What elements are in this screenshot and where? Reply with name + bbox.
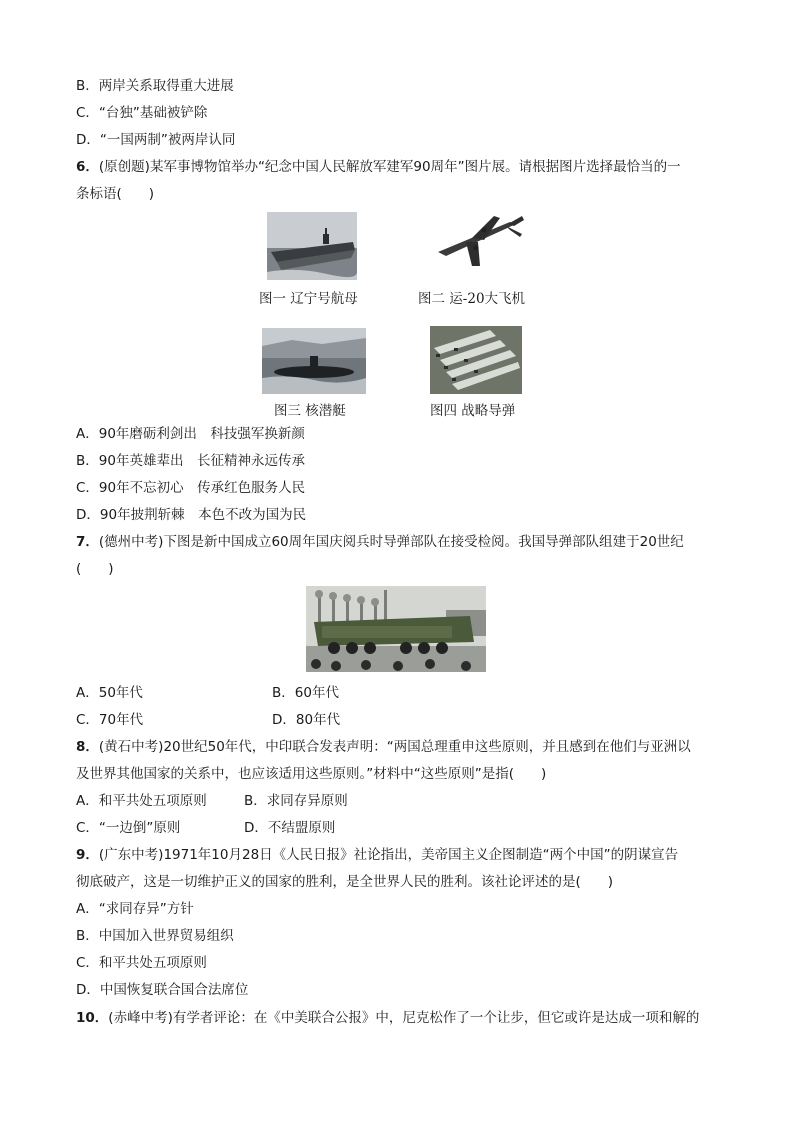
nuclear-submarine-photo <box>262 328 366 394</box>
q9-option-b: B．中国加入世界贸易组织 <box>76 928 234 944</box>
figure-3-caption: 图三 核潜艇 <box>274 403 346 419</box>
q6-option-c: C．90年不忘初心 传承红色服务人民 <box>76 480 306 496</box>
missile-icon <box>430 326 522 394</box>
q5-option-c: C．“台独”基础被铲除 <box>76 105 208 121</box>
strategic-missile-photo <box>430 326 522 394</box>
q9-stem-line1: 9．(广东中考)1971年10月28日《人民日报》社论指出，美帝国主义企图制造“两个中国”的阴谋宣告 <box>76 847 679 863</box>
q8-number: 8． <box>76 739 99 755</box>
q8-stem-line1: 8．(黄石中考)20世纪50年代，中印联合发表声明：“两国总理重申这些原则，并且感到在他们与亚洲以 <box>76 739 691 755</box>
q7-number: 7． <box>76 534 99 550</box>
submarine-icon <box>262 328 366 394</box>
aircraft-carrier-photo <box>267 212 357 280</box>
q10-stem-line1: 10．(赤峰中考)有学者评论：在《中美联合公报》中，尼克松作了一个让步，但它或许是达成一项和解的 <box>76 1010 700 1026</box>
q6-number: 6． <box>76 159 99 175</box>
missile-parade-photo <box>306 586 486 672</box>
q9-option-a: A．“求同存异”方针 <box>76 901 194 917</box>
q5-option-b: B．两岸关系取得重大进展 <box>76 78 234 94</box>
transport-aircraft-photo <box>432 212 528 270</box>
figure-2-caption: 图二 运-20大飞机 <box>418 291 526 307</box>
q8-stem-line2: 及世界其他国家的关系中，也应该适用这些原则。”材料中“这些原则”是指( ) <box>76 766 547 782</box>
q7-stem-line1: 7．(德州中考)下图是新中国成立60周年国庆阅兵时导弹部队在接受检阅。我国导弹部队组建于20世纪 <box>76 534 684 550</box>
q6-option-a: A．90年磨砺利剑出 科技强军换新颜 <box>76 426 305 442</box>
q10-number: 10． <box>76 1010 109 1026</box>
q6-option-d: D．90年披荆斩棘 本色不改为国为民 <box>76 507 307 523</box>
q6-option-b: B．90年英雄辈出 长征精神永远传承 <box>76 453 305 469</box>
q7-option-b: B．60年代 <box>272 685 339 701</box>
q9-option-c: C．和平共处五项原则 <box>76 955 207 971</box>
q7-option-a: A．50年代 <box>76 685 143 701</box>
q5-option-d: D．“一国两制”被两岸认同 <box>76 132 236 148</box>
q8-option-d: D．不结盟原则 <box>244 820 336 836</box>
figure-1-caption: 图一 辽宁号航母 <box>259 291 358 307</box>
q6-stem-line2: 条标语( ) <box>76 186 155 202</box>
q7-option-d: D．80年代 <box>272 712 341 728</box>
figure-4-caption: 图四 战略导弹 <box>430 403 516 419</box>
aircraft-carrier-icon <box>267 212 357 280</box>
q9-number: 9． <box>76 847 99 863</box>
q7-option-c: C．70年代 <box>76 712 144 728</box>
q6-stem-line1: 6．(原创题)某军事博物馆举办“纪念中国人民解放军建军90周年”图片展。请根据图片选择最恰当的一 <box>76 159 681 175</box>
q8-option-c: C．“一边倒”原则 <box>76 820 181 836</box>
missile-launcher-icon <box>306 586 486 672</box>
q7-stem-line2: ( ) <box>76 561 114 577</box>
airplane-icon <box>432 212 528 270</box>
q9-option-d: D．中国恢复联合国合法席位 <box>76 982 249 998</box>
q9-stem-line2: 彻底破产，这是一切维护正义的国家的胜利，是全世界人民的胜利。该社论评述的是( ) <box>76 874 614 890</box>
q8-option-b: B．求同存异原则 <box>244 793 348 809</box>
q8-option-a: A．和平共处五项原则 <box>76 793 207 809</box>
